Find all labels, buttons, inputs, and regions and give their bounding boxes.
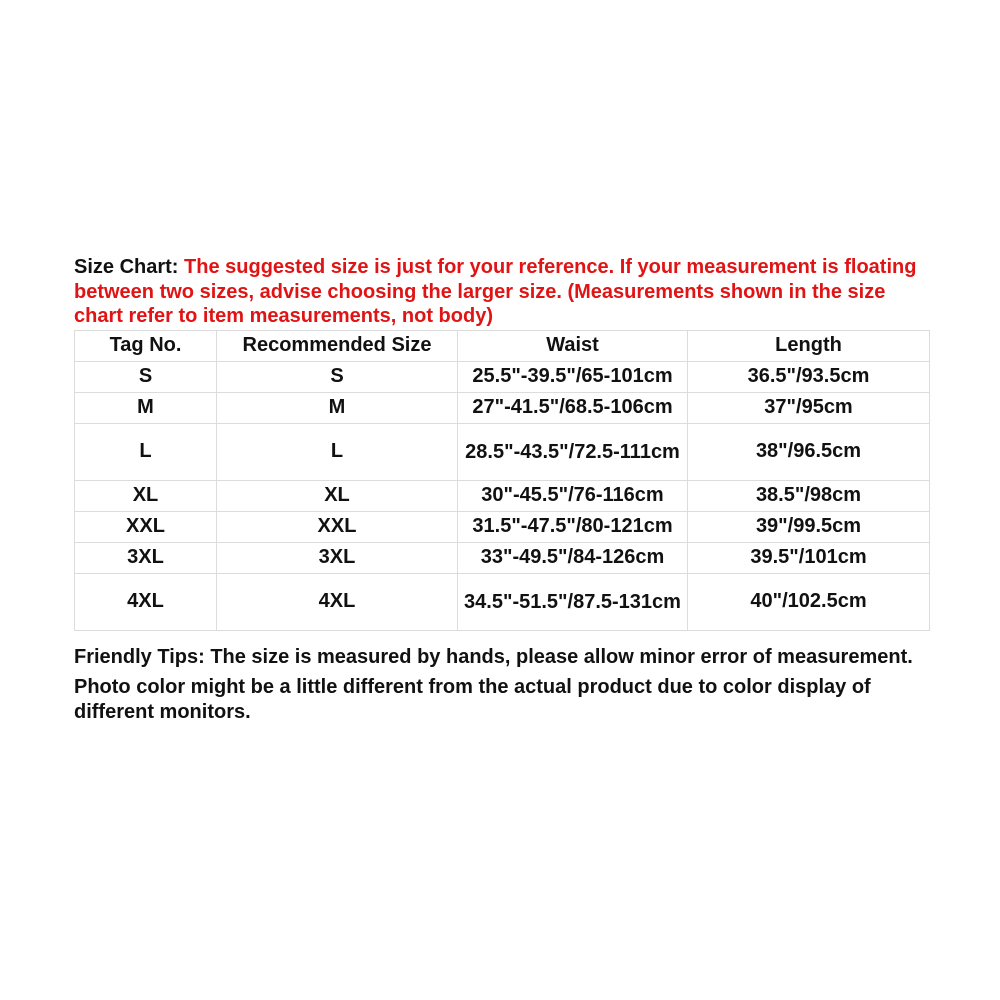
cell-tag: L [75,423,217,480]
cell-recommended: M [217,392,458,423]
cell-recommended: XL [217,480,458,511]
cell-length: 40"/102.5cm [688,573,930,630]
cell-waist: 28.5"-43.5"/72.5-111cm [458,423,688,480]
cell-length: 38.5"/98cm [688,480,930,511]
cell-length: 39.5"/101cm [688,542,930,573]
size-chart-heading: Size Chart: [74,256,185,278]
table-row [75,423,930,480]
cell-tag: M [75,392,217,423]
size-chart-note: The suggested size is just for your reference. If your measurement is floating between two sizes, advise choosing the larger size. (Measurements shown in the size chart refer to item measurements, not body) [74,256,917,327]
tips-section [74,645,930,725]
size-chart-intro [74,255,930,329]
cell-recommended: 3XL [217,542,458,573]
cell-recommended: 4XL [217,573,458,630]
cell-tag: 3XL [75,542,217,573]
header-tag-no: Tag No. [75,330,217,361]
table-header-row [75,330,930,361]
cell-waist: 31.5"-47.5"/80-121cm [458,511,688,542]
cell-length: 38"/96.5cm [688,423,930,480]
cell-waist: 34.5"-51.5"/87.5-131cm [458,573,688,630]
table-row [75,542,930,573]
cell-recommended: XXL [217,511,458,542]
friendly-tips: Friendly Tips: The size is measured by hands, please allow minor error of measurement. [74,645,913,668]
cell-length: 39"/99.5cm [688,511,930,542]
cell-length: 37"/95cm [688,392,930,423]
color-disclaimer: Photo color might be a little different from the actual product due to color display of different monitors. [74,676,871,723]
header-length: Length [688,330,930,361]
cell-tag: 4XL [75,573,217,630]
header-recommended-size: Recommended Size [217,330,458,361]
table-row [75,511,930,542]
cell-recommended: S [217,361,458,392]
header-waist: Waist [458,330,688,361]
cell-recommended: L [217,423,458,480]
cell-waist: 25.5"-39.5"/65-101cm [458,361,688,392]
size-chart [74,255,930,730]
table-row [75,480,930,511]
cell-length: 36.5"/93.5cm [688,361,930,392]
cell-waist: 27"-41.5"/68.5-106cm [458,392,688,423]
table-row [75,361,930,392]
size-table [74,330,930,631]
table-row [75,573,930,630]
cell-waist: 33"-49.5"/84-126cm [458,542,688,573]
cell-waist: 30"-45.5"/76-116cm [458,480,688,511]
cell-tag: S [75,361,217,392]
cell-tag: XXL [75,511,217,542]
table-row [75,392,930,423]
cell-tag: XL [75,480,217,511]
